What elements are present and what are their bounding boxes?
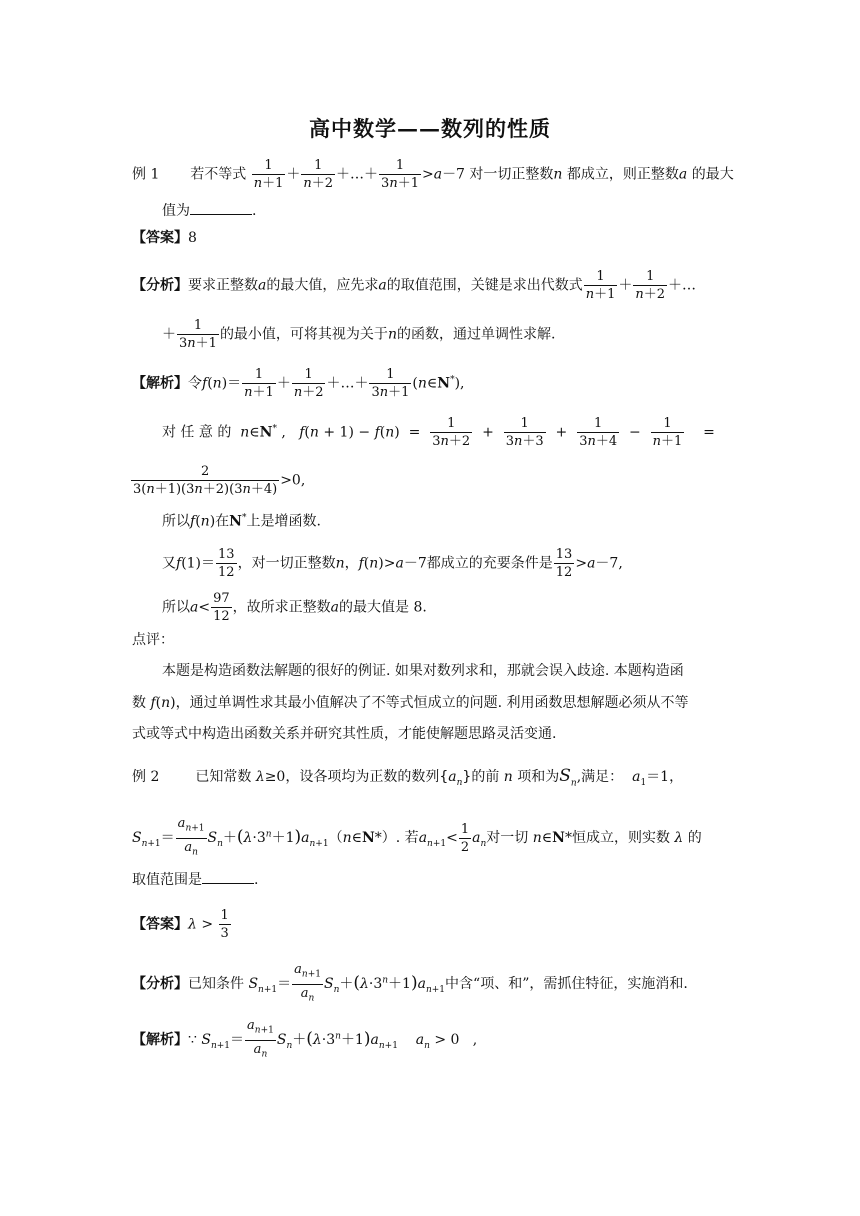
comment-line-2: 数 f(n)，通过单调性求其最小值解决了不等式恒成立的问题. 利用函数思想解题必须从不等 (132, 695, 689, 711)
example-1-solution: 【解析】令f(n)＝ $\frac{1}{n+1}$ ＋ $\frac{1}{n+2}$ ＋…＋ $\frac{1}{3n+1}$ (n∈N*), (132, 367, 465, 400)
example-2-analysis: 【分析】已知条件 $S_{n+1}=$ $\frac{a_{n+1}}{a_n}$ $S_n+(\lambda\cdot 3^n+1)a_{n+1}$中含“项、和”，需抓住特征，实施消和. (132, 962, 688, 1004)
example-2-label: 例 2 (132, 769, 160, 785)
answer-blank-2 (202, 869, 254, 884)
answer-blank (190, 200, 252, 215)
example-1-analysis: 【分析】要求正整数a的最大值，应先求a的取值范围，关键是求出代数式 $\frac{1}{n+1}$ ＋ $\frac{1}{n+2}$ ＋… (132, 269, 697, 302)
document-page: 高中数学——数列的性质 例 1 若不等式 $\frac{1}{n+1}$ ＋ $\frac{1}{n+2}$ ＋…＋ $\frac{1}{3n+1}$ >a－7 对一切正整数n 都成立，则正整数a 的最大 值为 . 【答案】8 【分析】要求正整数a的最大值，应先求a的取值范围，关键是求出代数式 $\frac{1}{n+1}$ ＋ $\frac{1}{n+2}$ ＋… ＋ $\frac{1}{3n+1}$ 的最小值，可将其视为关于n的函数，通过单调性求解. 【解析】令f(n)＝ $\frac{1}{n+1}$ ＋ $\frac{1}{n+2}$ ＋…＋ $\frac{1}{3n+1}$ (n∈N*), 对 任 意 的 n∈N* , f(n + 1) − f(n) = $\frac{1}{3n+2}$ + $\frac{1}{3n+3}$ + $\frac{1}{3n+4}$ − $\frac{1}{n+1}$ = $\frac{2}{3(n+1)(3n+2)(3n+4)}$ >0, 所以f(n)在N*上是增函数. 又f(1)＝ $\frac{13}{12}$ ，对一切正整数n，f(n)>a－7都成立的充要条件是 $\frac{13}{12}$ >a－7, 所以a< $\frac{97}{12}$ ，故所求正整数a的最大值是 8. 点评： 本题是构造函数法解题的很好的例证. 如果对数列求和，那就会误入歧途. 本题构造函 数 f(n)，通过单调性求其最小值解决了不等式恒成立的问题. 利用函数思想解题必须从不等 式或等式中构造出函数关系并研究其性质，才能使解题思路灵活变通. 例 2 已知常数 λ≥0，设各项均为正数的数列$\{a_n\}$的前 n 项和为$S_n$,满足： $a_1=1$， $S_{n+1}=$ $\frac{a_{n+1}}{a_n}$ $S_n+(\lambda\cdot 3^n+1)a_{n+1}(n\in N*)$. 若$a_{n+1}<$ $\frac{1}{2}$ $a_n$对一切 n∈N*恒成立，则实数 λ 的 取值范围是 . 【答案】λ > $\frac{1}{3}$ 【分析】已知条件 $S_{n+1}=$ $\frac{a_{n+1}}{a_n}$ $S_n+(\lambda\cdot 3^n+1)a_{n+1}$中含“项、和”，需抓住特征，实施消和. 【解析】∵ $S_{n+1}=$ $\frac{a_{n+1}}{a_n}$ $S_n+(\lambda\cdot 3^n+1)a_{n+1}$ $a_n > 0$ , (0, 0, 860, 1216)
example-2-solution: 【解析】∵ $S_{n+1}=$ $\frac{a_{n+1}}{a_n}$ $S_n+(\lambda\cdot 3^n+1)a_{n+1}$ $a_n > 0$ , (132, 1018, 478, 1060)
comment-line-3: 式或等式中构造出函数关系并研究其性质，才能使解题思路灵活变通. (132, 726, 557, 742)
example-2-stem: 例 2 已知常数 λ≥0，设各项均为正数的数列$\{a_n\}$的前 n 项和为$S_n$,满足： $a_1=1$， (132, 766, 684, 789)
example-1-stem: 例 1 若不等式 $\frac{1}{n+1}$ ＋ $\frac{1}{n+2}$ ＋…＋ $\frac{1}{3n+1}$ >a－7 对一切正整数n 都成立，则正整数a 的最大 (132, 158, 734, 191)
example-2-answer: 【答案】λ > $\frac{1}{3}$ (132, 908, 229, 941)
example-1-label: 例 1 (132, 166, 160, 183)
comment-line-1: 本题是构造函数法解题的很好的例证. 如果对数列求和，那就会误入歧途. 本题构造函 (162, 663, 684, 679)
example-1-answer: 【答案】8 (132, 230, 197, 246)
comment-label: 点评： (132, 632, 174, 648)
page-title: 高中数学——数列的性质 (309, 116, 551, 141)
